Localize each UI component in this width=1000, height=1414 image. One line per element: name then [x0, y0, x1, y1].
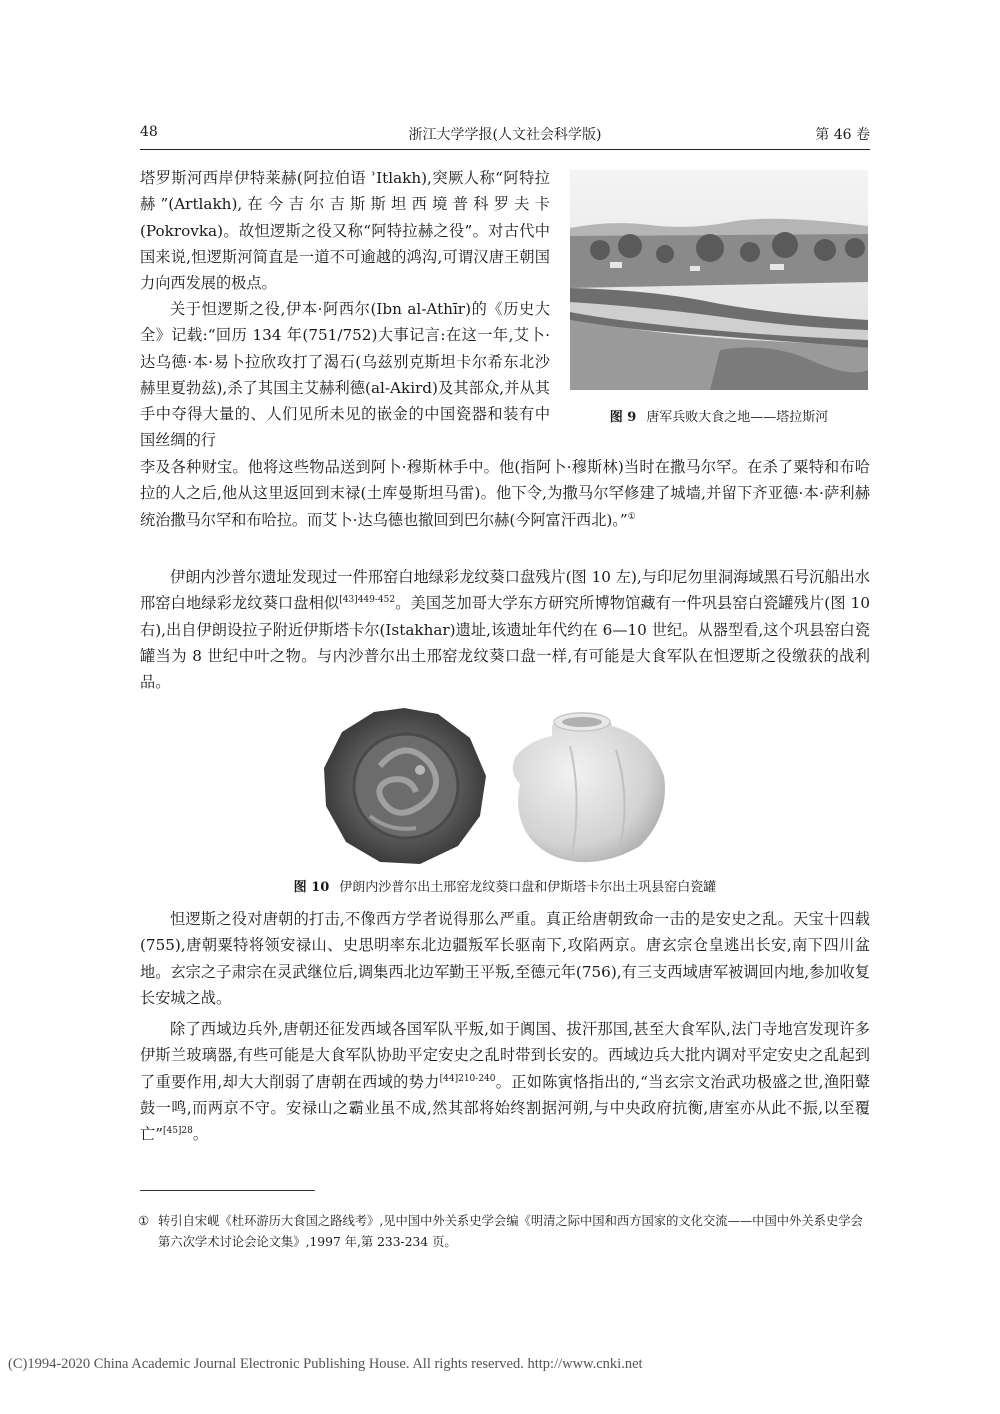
- figure-10-caption-text: 伊朗内沙普尔出土邢窑龙纹葵口盘和伊斯塔卡尔出土巩县窑白瓷罐: [339, 880, 717, 895]
- header-rule: [140, 149, 870, 150]
- paragraph-5: [140, 1016, 870, 1147]
- figure-9-photo: [570, 170, 868, 390]
- copyright-line: (C)1994-2020 China Academic Journal Electronic Publishing House. All rights reserved. http://www.cnki.net: [8, 1356, 643, 1372]
- footnote-mark-1: ①: [627, 511, 636, 522]
- footnote: [138, 1211, 870, 1253]
- figure-9-label: 图 9: [609, 410, 637, 425]
- paragraph-2-bottom-text: 李及各种财宝。他将这些物品送到阿卜·穆斯林手中。他(指阿卜·穆斯林)当时在撒马尔罕。在杀了粟特和布哈拉的人之后,他从这里返回到末禄(土库曼斯坦马雷)。他下令,为撒马尔罕修建了城墙,并留下齐亚德·本·萨利赫统治撒马尔罕和布哈拉。而艾卜·达乌德也撤回到巴尔赫(今阿富汗西北)。”: [140, 458, 870, 529]
- paragraph-2-bottom: [140, 454, 870, 533]
- footnote-mark: ①: [138, 1214, 150, 1228]
- citation-44: [44]210-240: [439, 1073, 496, 1084]
- paragraph-4: 怛逻斯之役对唐朝的打击,不像西方学者说得那么严重。真正给唐朝致命一击的是安史之乱。天宝十四载(755),唐朝粟特将领安禄山、史思明率东北边疆叛军长驱南下,攻陷两京。唐玄宗仓皇逃出长安,南下四川盆地。玄宗之子肃宗在灵武继位后,调集西北边军勤王平叛,至德元年(756),有三支西域唐军被调回内地,参加收复长安城之战。: [140, 910, 870, 1007]
- footnote-text: 转引自宋岘《杜环游历大食国之路线考》,见中国中外关系史学会编《明清之际中国和西方国家的文化交流——中国中外关系史学会第六次学术讨论会论文集》,1997 年,第 233-234 页。: [158, 1214, 863, 1249]
- figure-10-caption: [140, 876, 870, 895]
- dragon-plate-image: [324, 708, 486, 864]
- citation-43: [43]449-452: [339, 595, 396, 606]
- journal-title: 浙江大学学报(人文社会科学版): [408, 127, 602, 143]
- paragraph-5-text-b: 。正如陈寅恪指出的,“当玄宗文治武功极盛之世,渔阳鼙鼓一鸣,而两京不守。安禄山之霸业虽不成,然其部将始终割据河朔,与中央政府抗衡,唐室亦从此不振,以至覆亡”: [140, 1072, 871, 1144]
- paragraph-5-text-a: 除了西域边兵外,唐朝还征发西域各国军队平叛,如于阗国、拔汗那国,甚至大食军队,法门寺地宫发现许多伊斯兰玻璃器,有些可能是大食军队协助平定安史之乱时带到长安的。西域边兵大批内调对平定安史之乱起到了重要作用,却大大削弱了唐朝在西域的势力: [140, 1020, 870, 1091]
- volume-label: 第 46 卷: [815, 127, 870, 143]
- paragraph-1: 塔罗斯河西岸伊特莱赫(阿拉伯语 ʾItlakh),突厥人称“阿特拉赫”(Artlakh),在今吉尔吉斯斯坦西境普科罗夫卡(Pokrovka)。故怛逻斯之役又称“阿特拉赫之役”。对古代中国来说,怛逻斯河简直是一道不可逾越的鸿沟,可谓汉唐王朝国力向西发展的极点。: [140, 169, 550, 293]
- figure-10-images: [320, 706, 690, 866]
- figure-9-caption: [570, 406, 868, 425]
- figure-9-caption-text: 唐军兵败大食之地——塔拉斯河: [646, 410, 829, 425]
- paragraph-3-text-b: 。美国芝加哥大学东方研究所博物馆藏有一件巩县窑白瓷罐残片(图 10 右),出自伊朗设拉子附近伊斯塔卡尔(Istakhar)遗址,该遗址年代约在 6—10 世纪。从器型看,这个巩县窑白瓷罐当为 8 世纪中叶之物。与内沙普尔出土邢窑龙纹葵口盘一样,有可能是大食军队在怛逻斯之役缴获的战利品。: [140, 594, 870, 692]
- paragraph-2-top: 关于怛逻斯之役,伊本·阿西尔(Ibn al-Athīr)的《历史大全》记载:“回历 134 年(751/752)大事记言:在这一年,艾卜·达乌德·本·易卜拉欣攻打了渴石(乌兹别克斯坦卡尔希东北沙赫里夏勃兹),杀了其国主艾赫利德(al-Akird)及其部众,并从其手中夺得大量的、人们见所未见的嵌金的中国瓷器和装有中国丝绸的行: [140, 300, 550, 450]
- paragraph-5-text-c: 。: [192, 1125, 209, 1144]
- citation-45: [45]28: [162, 1126, 193, 1137]
- paragraph-3-text-a: 伊朗内沙普尔遗址发现过一件邢窑白地绿彩龙纹葵口盘残片(图 10 左),与印尼勿里洞海域黑石号沉船出水邢窑白地绿彩龙纹葵口盘相似: [140, 568, 870, 613]
- white-jar-image: [513, 712, 665, 862]
- paragraph-3: [140, 564, 870, 695]
- page-number: 48: [140, 124, 158, 140]
- footnote-rule: [140, 1190, 315, 1191]
- running-header: [140, 124, 870, 148]
- figure-10-label: 图 10: [293, 880, 330, 895]
